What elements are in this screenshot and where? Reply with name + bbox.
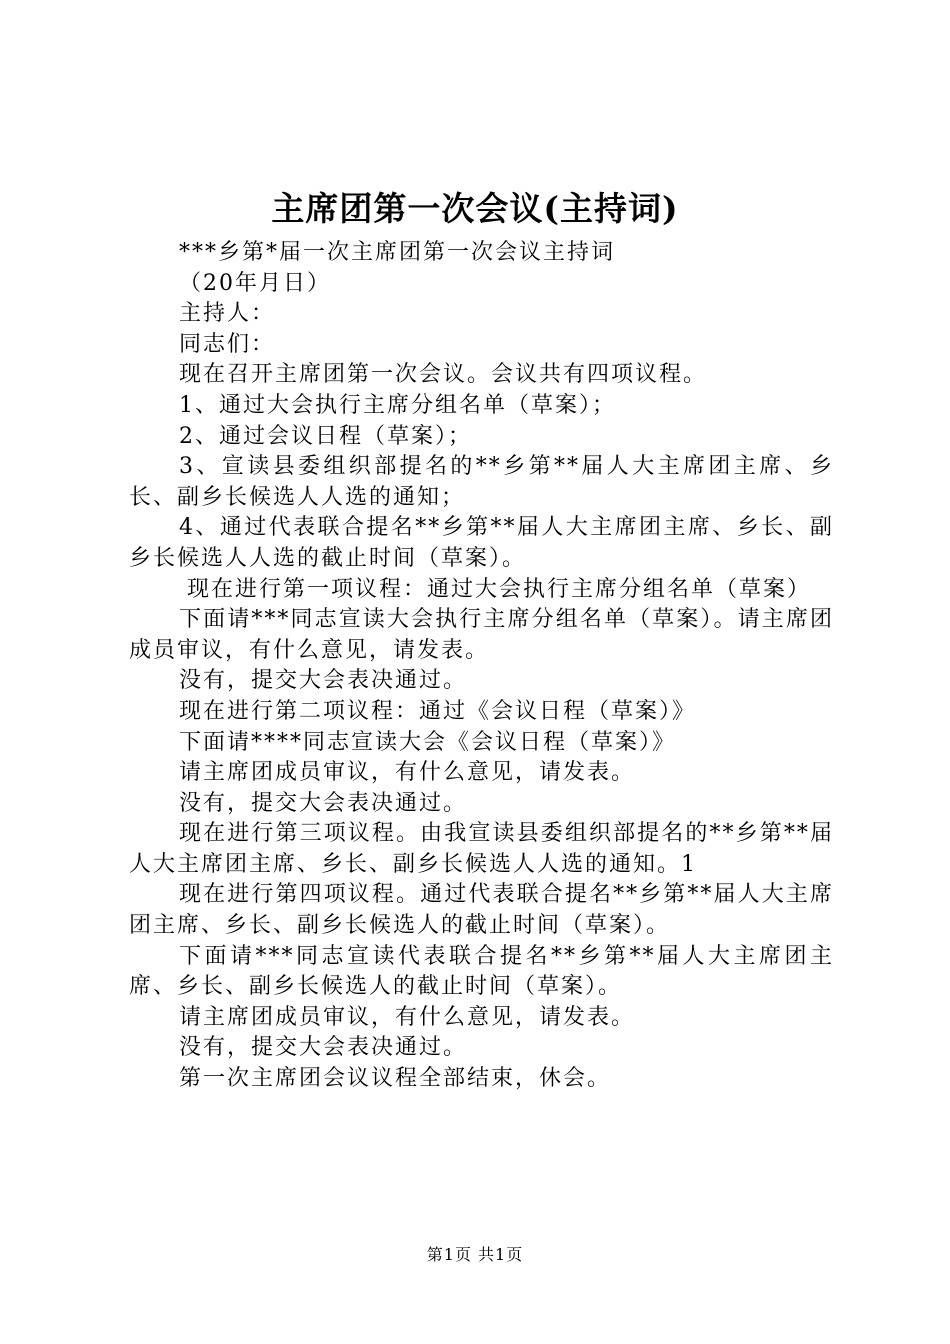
paragraph-item-four-reading: 下面请***同志宣读代表联合提名**乡第**届人大主席团主席、乡长、副乡长候选人的截止时间（草案）。: [129, 943, 834, 1000]
paragraph-item-two-reading: 下面请****同志宣读大会《会议日程（草案）》: [179, 729, 677, 755]
agenda-item-3: 3、宣读县委组织部提名的**乡第**届人大主席团主席、乡长、副乡长候选人人选的通知；: [129, 454, 834, 510]
paragraph-item-one-start: 现在进行第一项议程：通过大会执行主席分组名单（草案）: [187, 576, 812, 602]
paragraph-greeting: 同志们：: [179, 331, 276, 357]
agenda-item-4: 4、通过代表联合提名**乡第**届人大主席团主席、乡长、副乡长候选人人选的截止时间（草案）。: [129, 515, 834, 571]
paragraph-closing: 第一次主席团会议议程全部结束，休会。: [179, 1066, 612, 1092]
paragraph-subtitle: ***乡第*届一次主席团第一次会议主持词: [179, 240, 616, 265]
paragraph-host: 主持人：: [179, 301, 276, 327]
paragraph-item-four-review: 请主席团成员审议，有什么意见，请发表。: [179, 1004, 636, 1030]
paragraph-item-one-vote: 没有，提交大会表决通过。: [179, 668, 468, 694]
page-number-footer: 第1页 共1页: [426, 1245, 524, 1264]
paragraph-item-four-vote: 没有，提交大会表决通过。: [179, 1035, 468, 1061]
paragraph-item-one-reading: 下面请***同志宣读大会执行主席分组名单（草案）。请主席团成员审议，有什么意见，请发表。: [129, 607, 834, 663]
document-title: 主席团第一次会议(主持词): [271, 189, 679, 228]
paragraph-date: （20年月日）: [179, 270, 331, 296]
agenda-item-1: 1、通过大会执行主席分组名单（草案）；: [179, 392, 616, 418]
document-body: [129, 238, 834, 1095]
paragraph-item-two-vote: 没有，提交大会表决通过。: [179, 790, 468, 816]
paragraph-item-three: 现在进行第三项议程。由我宣读县委组织部提名的**乡第**届人大主席团主席、乡长、副乡长候选人人选的通知。1: [129, 821, 834, 877]
agenda-item-2: 2、通过会议日程（草案）；: [179, 423, 472, 449]
paragraph-item-four-start: 现在进行第四项议程。通过代表联合提名**乡第**届人大主席团主席、乡长、副乡长候选人的截止时间（草案）。: [129, 882, 834, 939]
paragraph-item-two-start: 现在进行第二项议程：通过《会议日程（草案）》: [179, 698, 697, 724]
paragraph-item-two-review: 请主席团成员审议，有什么意见，请发表。: [179, 760, 636, 786]
paragraph-opening: 现在召开主席团第一次会议。会议共有四项议程。: [179, 362, 708, 388]
